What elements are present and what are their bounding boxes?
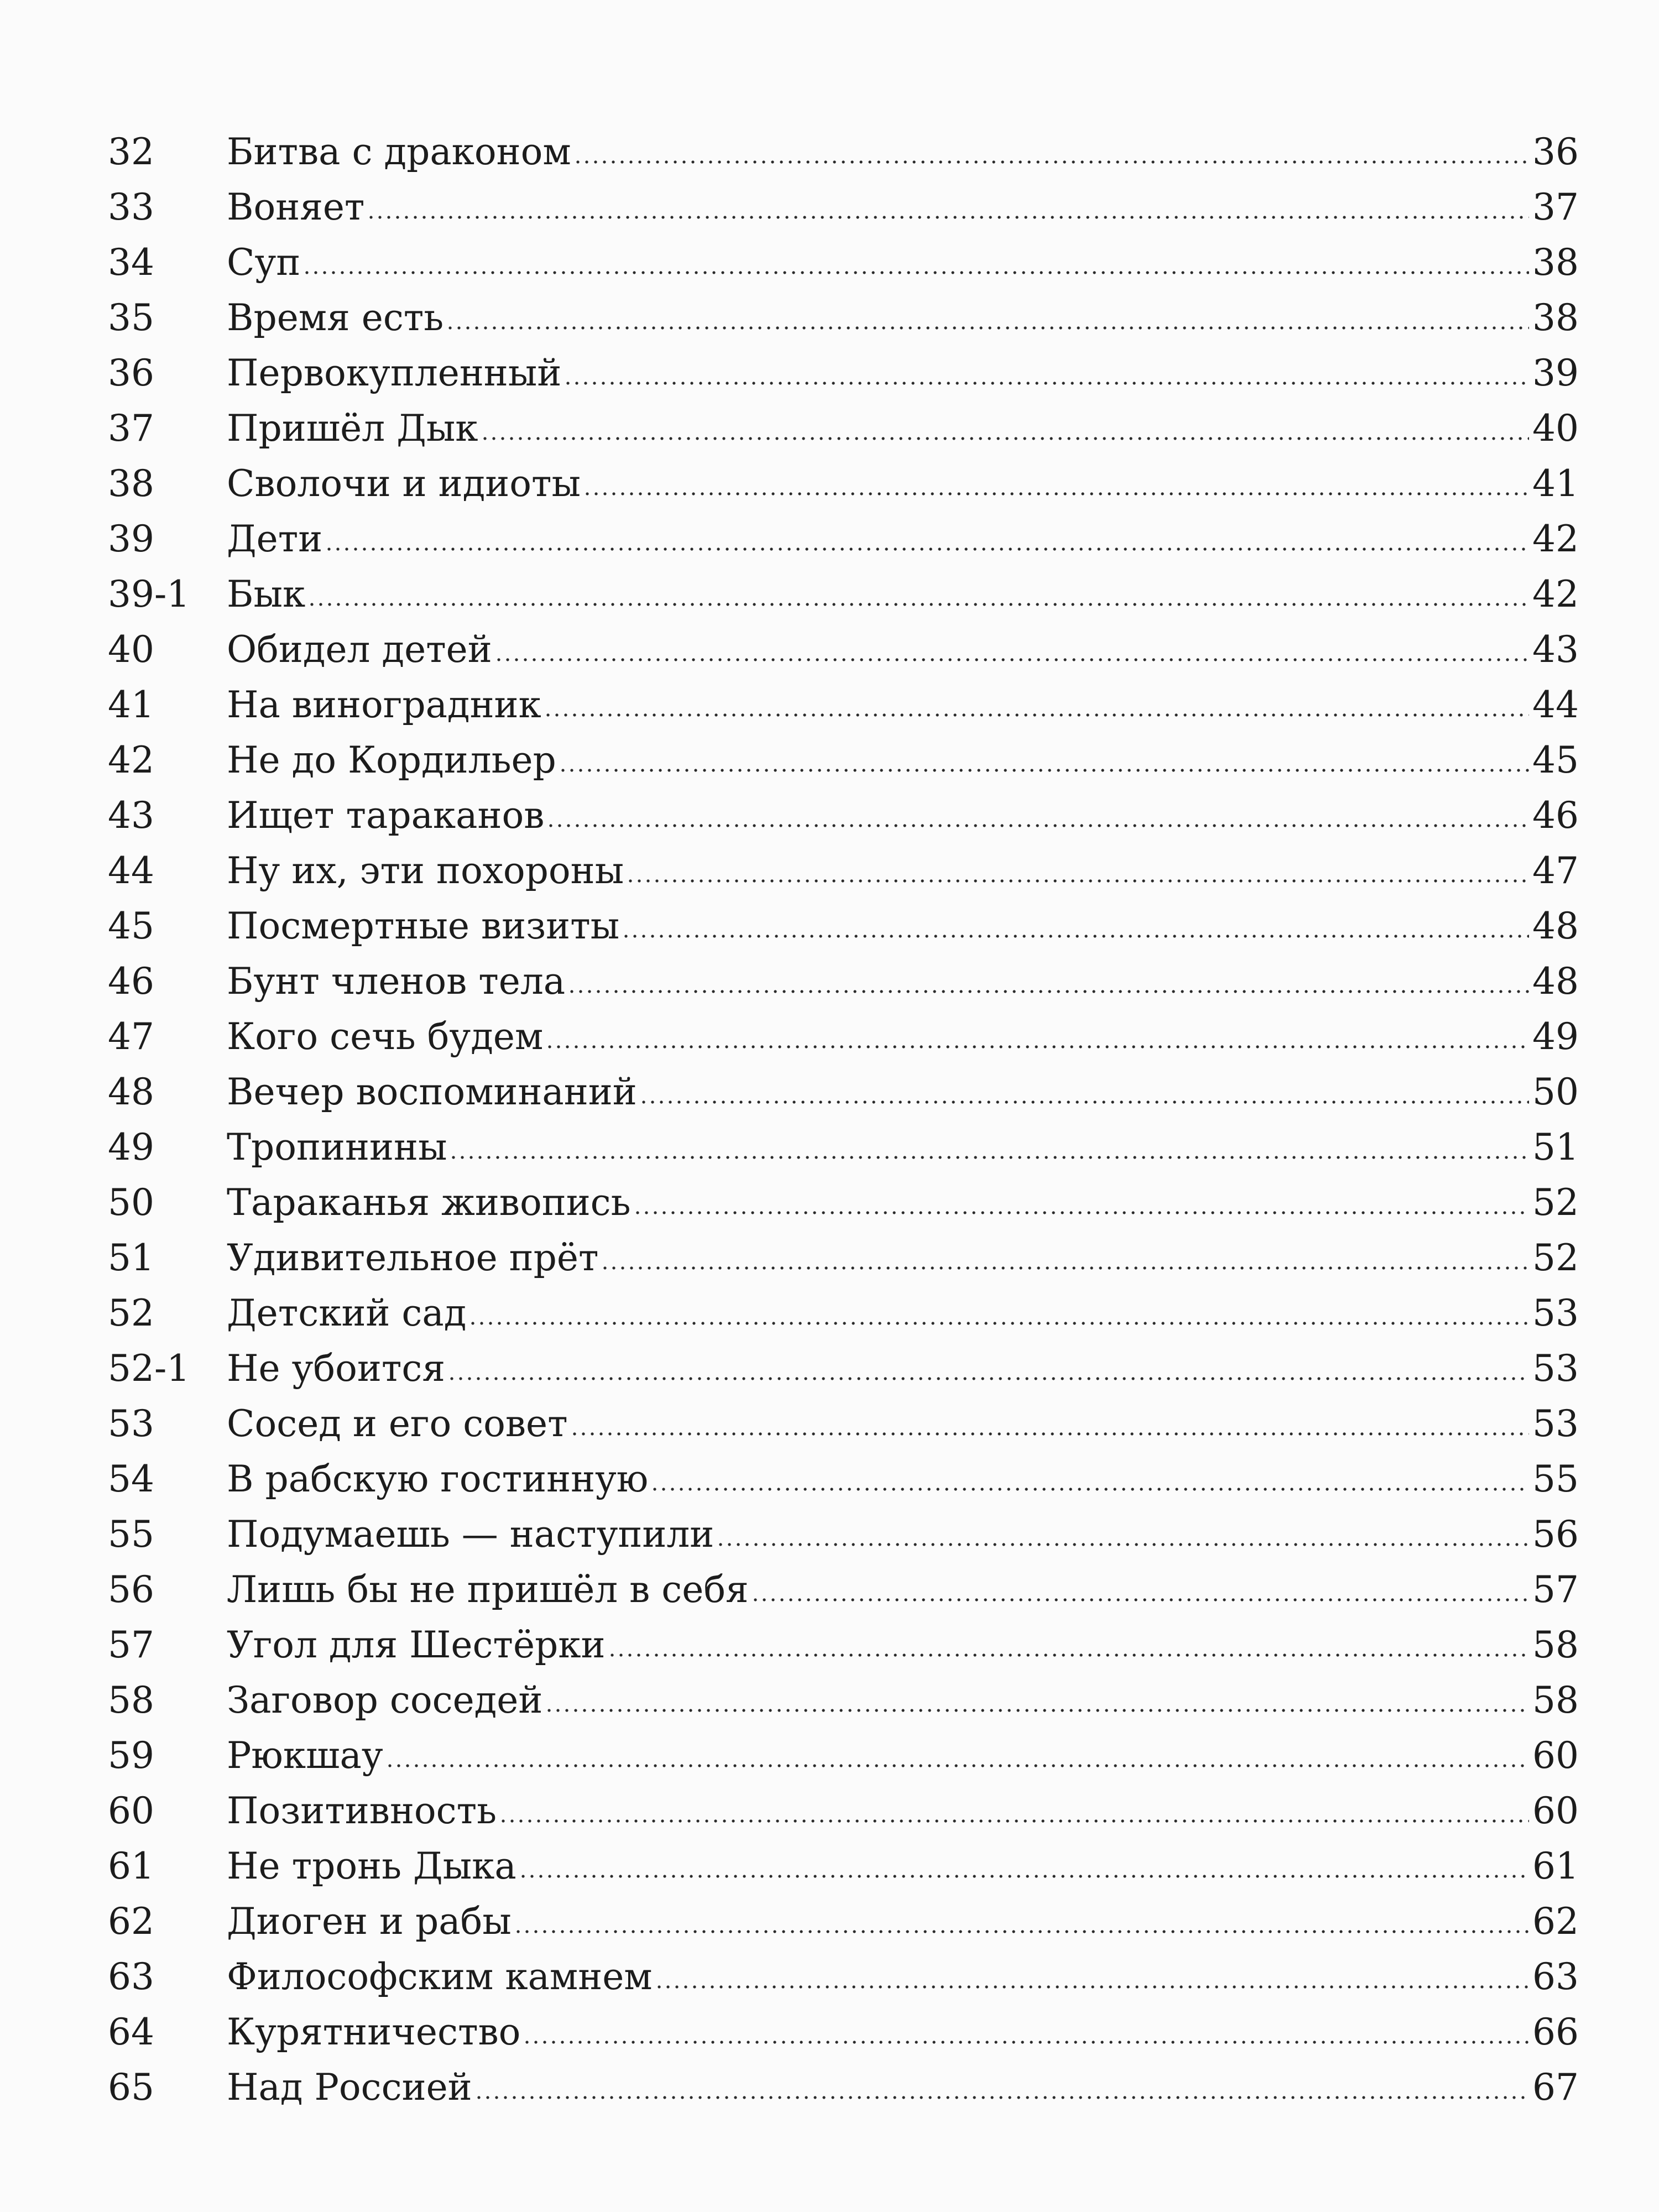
toc-entry-number: 61 bbox=[108, 1845, 154, 1887]
toc-entry-title-group bbox=[227, 1126, 1529, 1168]
toc-entry-page: 67 bbox=[1532, 2066, 1579, 2109]
toc-entry-title-group bbox=[227, 1845, 1529, 1887]
toc-entry-page: 58 bbox=[1532, 1679, 1579, 1721]
toc-entry bbox=[108, 1000, 1579, 1058]
toc-entry-title: Рюкшау bbox=[227, 1734, 383, 1777]
toc-entry bbox=[108, 502, 1579, 560]
toc-entry-number: 57 bbox=[108, 1624, 154, 1666]
toc-entry-title: Дети bbox=[227, 518, 323, 560]
dot-leader bbox=[545, 1044, 1529, 1050]
toc-entry-number: 33 bbox=[108, 186, 154, 228]
toc-entry-page: 50 bbox=[1532, 1071, 1579, 1113]
toc-entry-title-group bbox=[227, 1015, 1529, 1058]
dot-leader bbox=[650, 1486, 1529, 1492]
toc-entry bbox=[108, 1719, 1579, 1777]
dot-leader bbox=[567, 989, 1529, 994]
toc-entry-title: Обидел детей bbox=[227, 628, 492, 671]
toc-entry-title: Вечер воспоминаний bbox=[227, 1071, 637, 1113]
dot-leader bbox=[302, 270, 1529, 275]
toc-entry-title: Тараканья живопись bbox=[227, 1181, 631, 1224]
toc-entry bbox=[108, 1442, 1579, 1498]
toc-entry bbox=[108, 1166, 1579, 1224]
toc-entry-title-group bbox=[227, 1568, 1529, 1611]
toc-entry-title: Тропинины bbox=[227, 1126, 447, 1168]
toc-entry-title-group bbox=[227, 1679, 1529, 1721]
toc-entry-page: 44 bbox=[1532, 684, 1579, 726]
toc-entry-page: 55 bbox=[1532, 1458, 1579, 1500]
toc-entry bbox=[108, 2051, 1579, 2109]
toc-entry bbox=[108, 1110, 1579, 1166]
dot-leader bbox=[626, 878, 1529, 884]
toc-entry bbox=[108, 115, 1579, 173]
toc-entry-number: 36 bbox=[108, 352, 154, 394]
toc-entry-page: 45 bbox=[1532, 739, 1579, 781]
dot-leader bbox=[325, 546, 1529, 552]
toc-entry bbox=[108, 779, 1579, 837]
toc-entry-title-group bbox=[227, 628, 1529, 671]
toc-entry bbox=[108, 1829, 1579, 1885]
toc-entry-page: 53 bbox=[1532, 1402, 1579, 1445]
dot-leader bbox=[633, 1210, 1529, 1215]
toc-entry bbox=[108, 834, 1579, 892]
toc-entry bbox=[108, 1885, 1579, 1943]
toc-entry-number: 47 bbox=[108, 1015, 154, 1058]
toc-entry-title-group bbox=[227, 1347, 1529, 1390]
toc-entry-number: 39-1 bbox=[108, 573, 190, 615]
toc-entry-title: Пришёл Дык bbox=[227, 407, 478, 450]
toc-entry bbox=[108, 557, 1579, 613]
toc-entry bbox=[108, 1995, 1579, 2051]
toc-entry-number: 44 bbox=[108, 849, 154, 892]
toc-entry bbox=[108, 889, 1579, 945]
dot-leader bbox=[622, 933, 1529, 939]
toc-entry-title: Угол для Шестёрки bbox=[227, 1624, 606, 1666]
toc-entry-page: 60 bbox=[1532, 1790, 1579, 1832]
toc-entry-title-group bbox=[227, 849, 1529, 892]
toc-entry-title: Не тронь Дыка bbox=[227, 1845, 517, 1887]
toc-entry-number: 48 bbox=[108, 1071, 154, 1113]
toc-entry-number: 58 bbox=[108, 1679, 154, 1721]
toc-entry-number: 34 bbox=[108, 241, 154, 284]
toc-entry-number: 64 bbox=[108, 2011, 154, 2053]
toc-entry-page: 63 bbox=[1532, 1955, 1579, 1998]
toc-entry-page: 52 bbox=[1532, 1181, 1579, 1224]
dot-leader bbox=[559, 768, 1529, 773]
dot-leader bbox=[716, 1542, 1529, 1547]
toc-entry-title: Время есть bbox=[227, 296, 444, 339]
dot-leader bbox=[573, 159, 1529, 165]
dot-leader bbox=[494, 657, 1529, 662]
dot-leader bbox=[499, 1818, 1529, 1824]
dot-leader bbox=[583, 491, 1529, 497]
toc-entry-title: На виноградник bbox=[227, 684, 541, 726]
toc-entry-title: Над Россией bbox=[227, 2066, 472, 2109]
toc-entry-number: 49 bbox=[108, 1126, 154, 1168]
toc-entry-page: 48 bbox=[1532, 905, 1579, 947]
toc-entry-title-group bbox=[227, 794, 1529, 837]
toc-entry-number: 50 bbox=[108, 1181, 154, 1224]
toc-entry-page: 36 bbox=[1532, 131, 1579, 173]
toc-entry bbox=[108, 1332, 1579, 1390]
toc-entry-page: 53 bbox=[1532, 1292, 1579, 1334]
dot-leader bbox=[523, 2039, 1529, 2045]
toc-entry-title-group bbox=[227, 1237, 1529, 1279]
table-of-contents bbox=[108, 115, 1579, 2109]
toc-entry-title: Заговор соседей bbox=[227, 1679, 543, 1721]
toc-entry-page: 41 bbox=[1532, 462, 1579, 505]
toc-entry-number: 51 bbox=[108, 1237, 154, 1279]
dot-leader bbox=[367, 215, 1529, 220]
dot-leader bbox=[570, 1431, 1529, 1437]
toc-entry-number: 35 bbox=[108, 296, 154, 339]
toc-entry-title-group bbox=[227, 739, 1529, 781]
toc-entry-title-group bbox=[227, 1955, 1529, 1998]
toc-entry-page: 52 bbox=[1532, 1237, 1579, 1279]
toc-entry-title-group bbox=[227, 241, 1529, 284]
toc-entry-number: 46 bbox=[108, 960, 154, 1003]
toc-entry-title-group bbox=[227, 1458, 1529, 1500]
dot-leader bbox=[639, 1099, 1529, 1105]
toc-entry bbox=[108, 613, 1579, 671]
toc-entry bbox=[108, 170, 1579, 226]
toc-entry-title: Битва с драконом bbox=[227, 131, 571, 173]
toc-entry-title: Философским камнем bbox=[227, 1955, 653, 1998]
toc-entry-page: 61 bbox=[1532, 1845, 1579, 1887]
toc-entry-page: 51 bbox=[1532, 1126, 1579, 1168]
dot-leader bbox=[601, 1265, 1529, 1271]
toc-entry-title-group bbox=[227, 573, 1529, 615]
toc-entry-title: В рабскую гостинную bbox=[227, 1458, 649, 1500]
toc-entry-number: 52 bbox=[108, 1292, 154, 1334]
toc-entry-title-group bbox=[227, 1734, 1529, 1777]
toc-entry bbox=[108, 226, 1579, 284]
toc-entry-number: 55 bbox=[108, 1513, 154, 1556]
toc-entry bbox=[108, 1608, 1579, 1666]
toc-entry-title-group bbox=[227, 1402, 1529, 1445]
toc-entry-title: Бык bbox=[227, 573, 306, 615]
dot-leader bbox=[481, 436, 1529, 441]
toc-entry-title-group bbox=[227, 352, 1529, 394]
toc-entry-number: 43 bbox=[108, 794, 154, 837]
dot-leader bbox=[545, 1708, 1529, 1713]
toc-entry-title: Ищет тараканов bbox=[227, 794, 545, 837]
toc-entry bbox=[108, 1940, 1579, 1998]
toc-entry bbox=[108, 1498, 1579, 1556]
toc-entry bbox=[108, 1387, 1579, 1445]
toc-entry bbox=[108, 447, 1579, 505]
toc-entry-number: 54 bbox=[108, 1458, 154, 1500]
dot-leader bbox=[447, 1376, 1529, 1381]
toc-entry-page: 66 bbox=[1532, 2011, 1579, 2053]
toc-entry-number: 59 bbox=[108, 1734, 154, 1777]
toc-entry bbox=[108, 668, 1579, 726]
toc-entry-title: Ну их, эти похороны bbox=[227, 849, 624, 892]
toc-entry-title: Суп bbox=[227, 241, 301, 284]
toc-entry-title: Кого сечь будем bbox=[227, 1015, 544, 1058]
toc-entry-number: 37 bbox=[108, 407, 154, 450]
dot-leader bbox=[564, 380, 1529, 386]
toc-entry-number: 40 bbox=[108, 628, 154, 671]
toc-entry bbox=[108, 336, 1579, 392]
toc-entry-page: 39 bbox=[1532, 352, 1579, 394]
toc-entry-title-group bbox=[227, 1181, 1529, 1224]
toc-entry-title-group bbox=[227, 684, 1529, 726]
toc-entry-title-group bbox=[227, 1790, 1529, 1832]
toc-entry-title-group bbox=[227, 1292, 1529, 1334]
toc-entry-number: 63 bbox=[108, 1955, 154, 1998]
toc-entry-title-group bbox=[227, 1624, 1529, 1666]
dot-leader bbox=[608, 1652, 1530, 1658]
toc-entry-title-group bbox=[227, 2066, 1529, 2109]
toc-entry-title: Удивительное прёт bbox=[227, 1237, 599, 1279]
toc-entry-page: 60 bbox=[1532, 1734, 1579, 1777]
toc-entry bbox=[108, 945, 1579, 1003]
dot-leader bbox=[449, 1155, 1529, 1160]
toc-entry-title: Первокупленный bbox=[227, 352, 562, 394]
toc-entry-page: 49 bbox=[1532, 1015, 1579, 1058]
toc-entry-title-group bbox=[227, 1071, 1529, 1113]
toc-entry-title: Детский сад bbox=[227, 1292, 467, 1334]
toc-entry-page: 62 bbox=[1532, 1900, 1579, 1943]
toc-entry-title: Курятничество bbox=[227, 2011, 521, 2053]
toc-entry-number: 42 bbox=[108, 739, 154, 781]
toc-entry-title: Сволочи и идиоты bbox=[227, 462, 581, 505]
toc-entry-title: Сосед и его совет bbox=[227, 1402, 568, 1445]
toc-entry-title-group bbox=[227, 462, 1529, 505]
toc-entry bbox=[108, 1663, 1579, 1719]
toc-entry-title: Диоген и рабы bbox=[227, 1900, 512, 1943]
toc-entry-title: Бунт членов тела bbox=[227, 960, 566, 1003]
dot-leader bbox=[468, 1321, 1529, 1326]
toc-entry-title-group bbox=[227, 905, 1529, 947]
toc-entry-title-group bbox=[227, 960, 1529, 1003]
toc-entry-page: 46 bbox=[1532, 794, 1579, 837]
toc-entry-page: 40 bbox=[1532, 407, 1579, 450]
toc-entry bbox=[108, 1774, 1579, 1832]
toc-entry-page: 42 bbox=[1532, 518, 1579, 560]
toc-entry-title-group bbox=[227, 131, 1529, 173]
toc-entry-title-group bbox=[227, 407, 1529, 450]
toc-entry-title: Подумаешь — наступили bbox=[227, 1513, 714, 1556]
toc-entry-title-group bbox=[227, 1513, 1529, 1556]
dot-leader bbox=[519, 1874, 1529, 1879]
toc-entry bbox=[108, 1276, 1579, 1332]
toc-entry-page: 53 bbox=[1532, 1347, 1579, 1390]
dot-leader bbox=[474, 2095, 1529, 2100]
toc-entry-number: 32 bbox=[108, 131, 154, 173]
toc-entry-title-group bbox=[227, 296, 1529, 339]
toc-entry-page: 38 bbox=[1532, 241, 1579, 284]
dot-leader bbox=[544, 712, 1529, 718]
toc-entry bbox=[108, 1553, 1579, 1611]
toc-entry bbox=[108, 281, 1579, 339]
toc-entry bbox=[108, 392, 1579, 450]
dot-leader bbox=[307, 602, 1529, 607]
toc-entry bbox=[108, 1221, 1579, 1279]
toc-entry-number: 45 bbox=[108, 905, 154, 947]
toc-entry-page: 37 bbox=[1532, 186, 1579, 228]
dot-leader bbox=[655, 1984, 1529, 1990]
dot-leader bbox=[514, 1929, 1529, 1934]
toc-entry bbox=[108, 1055, 1579, 1113]
toc-entry-page: 47 bbox=[1532, 849, 1579, 892]
toc-entry-title: Позитивность bbox=[227, 1790, 497, 1832]
toc-entry-number: 62 bbox=[108, 1900, 154, 1943]
toc-entry-page: 38 bbox=[1532, 296, 1579, 339]
toc-entry-page: 48 bbox=[1532, 960, 1579, 1003]
toc-entry-title: Не до Кордильер bbox=[227, 739, 556, 781]
toc-entry-page: 42 bbox=[1532, 573, 1579, 615]
toc-entry-title: Воняет bbox=[227, 186, 365, 228]
dot-leader bbox=[385, 1763, 1529, 1768]
toc-entry-number: 65 bbox=[108, 2066, 154, 2109]
toc-entry-number: 52-1 bbox=[108, 1347, 190, 1390]
dot-leader bbox=[446, 325, 1529, 331]
toc-entry-number: 38 bbox=[108, 462, 154, 505]
toc-entry-number: 53 bbox=[108, 1402, 154, 1445]
toc-entry-title: Лишь бы не пришёл в себя bbox=[227, 1568, 749, 1611]
toc-entry-page: 56 bbox=[1532, 1513, 1579, 1556]
toc-entry-title-group bbox=[227, 1900, 1529, 1943]
toc-entry-title: Не убоится bbox=[227, 1347, 446, 1390]
toc-entry-page: 58 bbox=[1532, 1624, 1579, 1666]
dot-leader bbox=[751, 1597, 1529, 1603]
toc-entry bbox=[108, 723, 1579, 779]
toc-entry-title: Посмертные визиты bbox=[227, 905, 620, 947]
toc-entry-title-group bbox=[227, 2011, 1529, 2053]
toc-entry-page: 57 bbox=[1532, 1568, 1579, 1611]
toc-entry-title-group bbox=[227, 518, 1529, 560]
dot-leader bbox=[546, 823, 1529, 828]
toc-entry-number: 56 bbox=[108, 1568, 154, 1611]
toc-entry-number: 60 bbox=[108, 1790, 154, 1832]
toc-entry-number: 39 bbox=[108, 518, 154, 560]
toc-entry-page: 43 bbox=[1532, 628, 1579, 671]
toc-entry-title-group bbox=[227, 186, 1529, 228]
toc-entry-number: 41 bbox=[108, 684, 154, 726]
